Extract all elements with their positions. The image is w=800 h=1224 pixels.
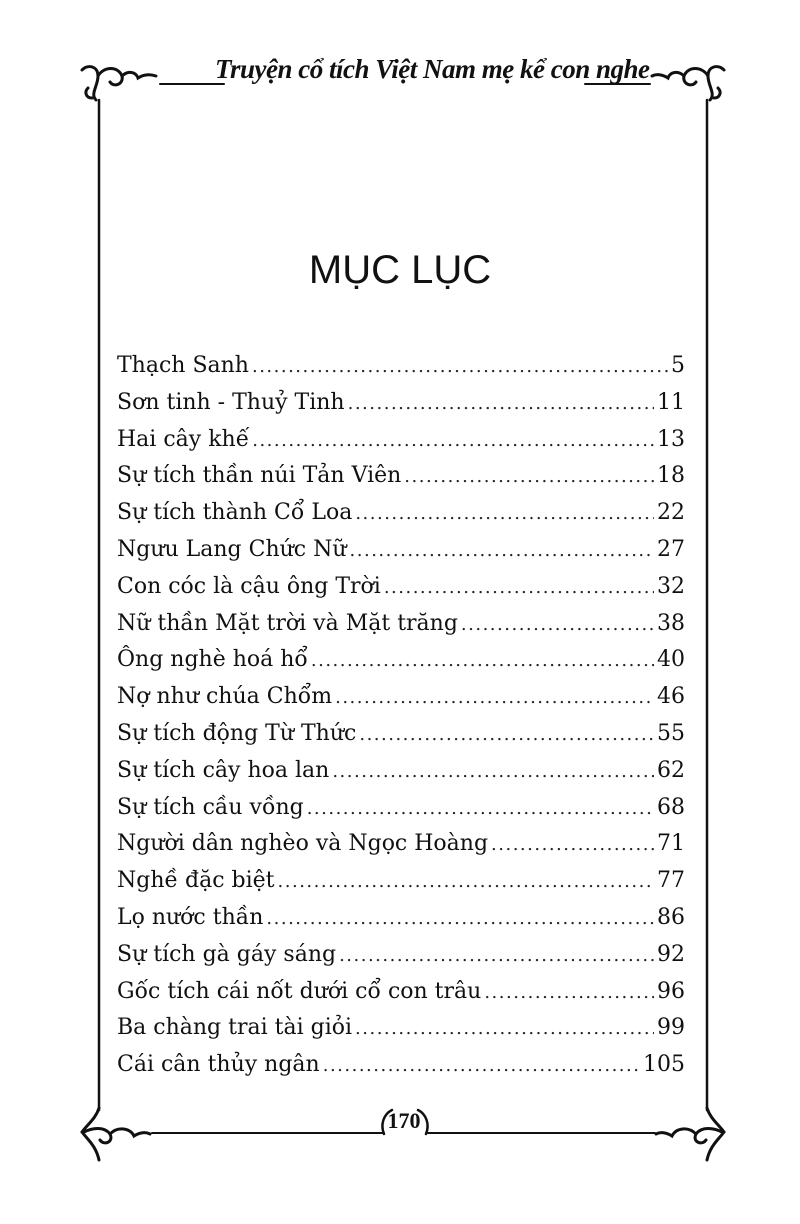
toc-entry-title: Người dân nghèo và Ngọc Hoàng [117,831,489,857]
ornament-bottom-left-icon [82,1108,150,1160]
toc-entry-title: Nợ như chúa Chổm [117,684,333,710]
toc-entry[interactable] [117,863,685,900]
toc-entry-page: 99 [657,1015,685,1041]
toc-entry[interactable] [117,1047,685,1084]
toc-entry-page: 71 [657,831,685,857]
toc-entry-title: Thạch Sanh [117,353,249,378]
running-header-title: Truyện cổ tích Việt Nam mẹ kể con nghe [215,54,650,84]
toc-entry-page: 32 [657,573,685,599]
ornament-top-right-icon [652,67,724,100]
toc-entry[interactable] [117,974,685,1011]
toc-entry[interactable] [117,642,685,679]
toc-entry[interactable] [117,422,685,459]
toc-entry-title: Cái cân thủy ngân [117,1052,320,1078]
toc-leader-dots [359,717,654,754]
toc-entry[interactable] [117,900,685,937]
toc-leader-dots [278,864,654,901]
toc-leader-dots [311,643,654,680]
toc-entry-page: 86 [657,904,685,930]
toc-leader-dots [461,607,654,644]
toc-entry[interactable] [117,753,685,790]
toc-entry-page: 40 [657,647,685,673]
toc-entry-title: Gốc tích cái nốt dưới cổ con trâu [117,978,482,1004]
toc-entry-page: 13 [657,426,685,452]
toc-entry-page: 96 [657,978,685,1004]
toc-entry[interactable] [117,458,685,495]
toc-entry-page: 22 [657,500,685,526]
toc-entry-title: Lọ nước thần [117,904,264,930]
toc-entry-title: Sơn tinh - Thuỷ Tinh [117,389,345,415]
toc-leader-dots [252,423,654,460]
toc-entry-page: 105 [643,1052,685,1078]
toc-entry-title: Sự tích thành Cổ Loa [117,500,353,526]
toc-entry-page: 62 [657,757,685,783]
toc-leader-dots [384,570,654,607]
toc-entry[interactable] [117,1010,685,1047]
toc-leader-dots [332,754,654,791]
toc-entry-title: Con cóc là cậu ông Trời [117,573,381,599]
toc-entry-page: 46 [657,684,685,710]
toc-leader-dots [484,975,654,1012]
toc-entry-title: Nghề đặc biệt [117,868,275,894]
toc-entry[interactable] [117,606,685,643]
toc-entry-page: 92 [657,941,685,967]
toc-entry[interactable] [117,532,685,569]
toc-entry[interactable] [117,385,685,422]
toc-leader-dots [252,349,668,386]
toc-entry[interactable] [117,569,685,606]
toc-leader-dots [350,533,654,570]
table-of-contents [117,348,685,1084]
toc-entry-title: Sự tích cầu vồng [117,794,304,820]
page-title: MỤC LỤC [308,248,492,292]
toc-leader-dots [491,827,654,864]
toc-entry-title: Ngưu Lang Chức Nữ [117,536,347,562]
toc-entry-page: 38 [657,610,685,636]
toc-leader-dots [335,680,654,717]
ornament-top-left-icon [82,67,156,100]
toc-leader-dots [404,459,654,496]
toc-leader-dots [307,791,654,828]
toc-entry-title: Sự tích gà gáy sáng [117,941,337,967]
toc-entry[interactable] [117,790,685,827]
toc-entry-title: Ông nghè hoá hổ [117,647,308,673]
ornament-bottom-right-icon [656,1108,724,1160]
toc-entry-page: 77 [657,868,685,894]
toc-entry[interactable] [117,679,685,716]
toc-entry-page: 18 [657,463,685,489]
toc-entry-title: Sự tích thần núi Tản Viên [117,463,402,489]
toc-entry-title: Ba chàng trai tài giỏi [117,1015,353,1041]
toc-leader-dots [355,1011,654,1048]
toc-entry-title: Sự tích động Từ Thức [117,720,357,746]
toc-entry-title: Hai cây khế [117,426,250,452]
toc-entry-page: 27 [657,536,685,562]
toc-entry-page: 5 [671,353,685,378]
page-number: 170 [387,1108,421,1133]
toc-entry[interactable] [117,937,685,974]
toc-entry-page: 68 [657,794,685,820]
toc-leader-dots [323,1048,640,1085]
toc-entry-page: 11 [657,389,685,415]
toc-leader-dots [339,938,654,975]
toc-entry[interactable] [117,348,685,385]
toc-entry-title: Nữ thần Mặt trời và Mặt trăng [117,610,458,636]
toc-entry[interactable] [117,826,685,863]
toc-entry[interactable] [117,716,685,753]
toc-entry-title: Sự tích cây hoa lan [117,757,330,783]
toc-entry[interactable] [117,495,685,532]
toc-entry-page: 55 [657,720,685,746]
toc-leader-dots [266,901,654,938]
toc-leader-dots [355,496,654,533]
toc-leader-dots [348,386,654,423]
